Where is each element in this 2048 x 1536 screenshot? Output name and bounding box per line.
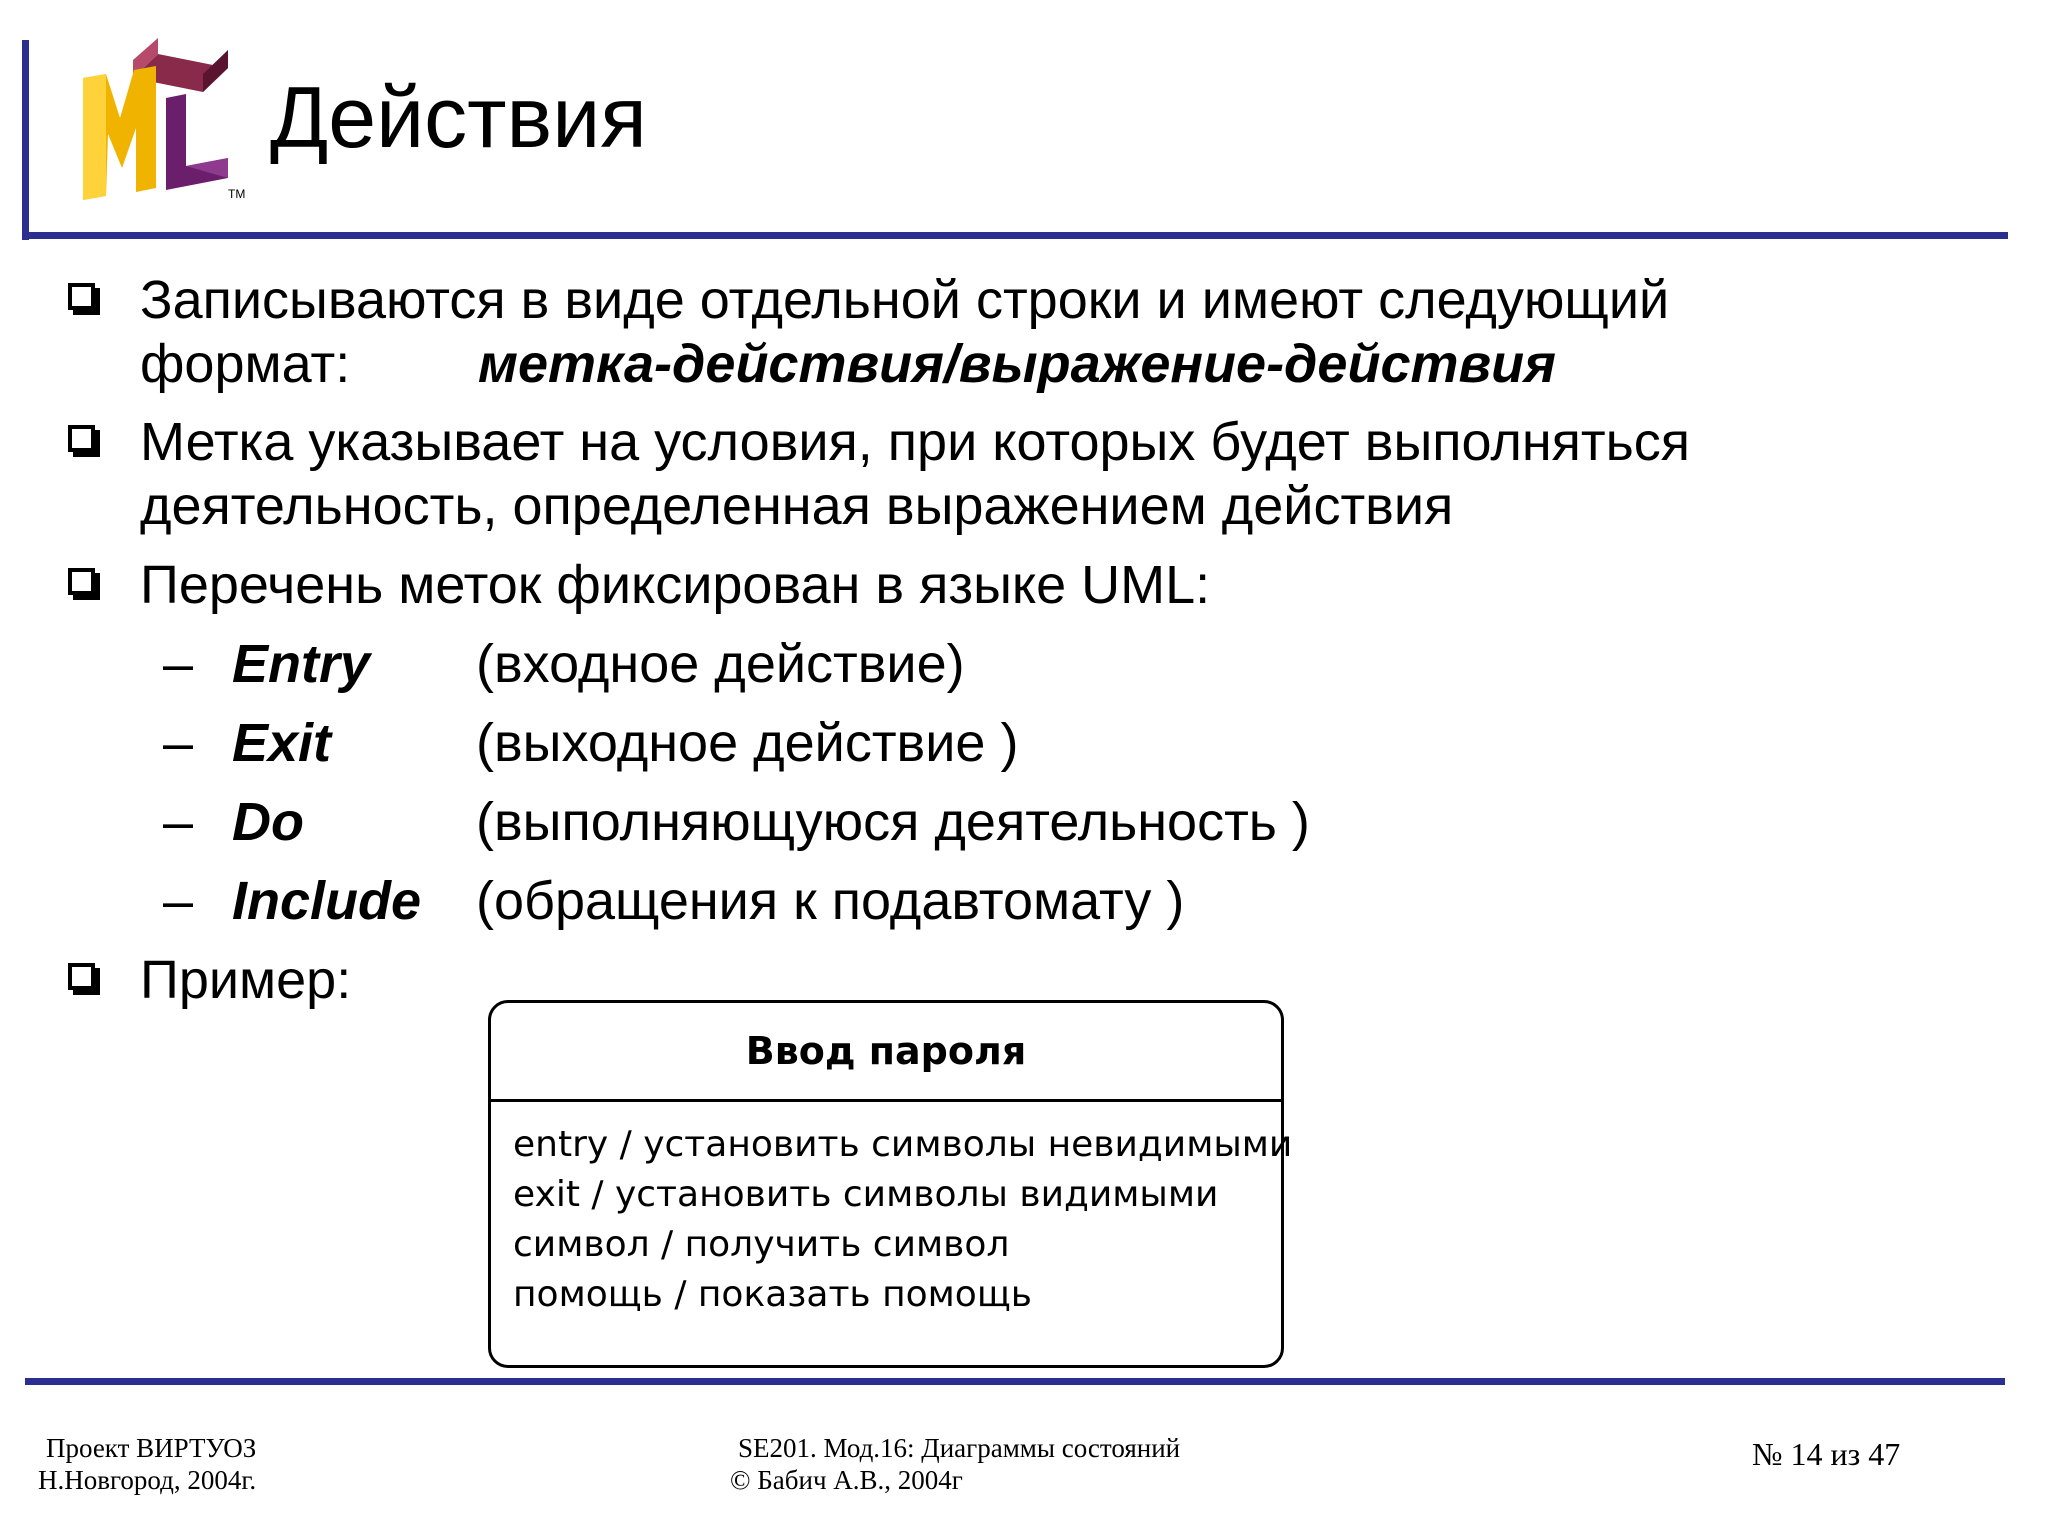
bullet-1-line-1: Записываются в виде отдельной строки и имеют следующий <box>140 270 1670 330</box>
state-name: Ввод пароля <box>491 1003 1281 1102</box>
state-action: exit / установить символы видимыми <box>513 1174 1219 1215</box>
bullet-checkbox-icon <box>68 568 95 595</box>
bullet-checkbox-icon <box>68 425 95 452</box>
state-action: символ / получить символ <box>513 1224 1010 1265</box>
footer-project: Проект ВИРТУОЗ <box>46 1433 257 1463</box>
footer-rule <box>25 1378 2005 1385</box>
bullet-2-line-2: деятельность, определенная выражением действия <box>140 476 1454 536</box>
sub-item-dash: – <box>163 871 194 931</box>
label-entry-desc: (входное действие) <box>476 634 965 694</box>
bullet-1-format-value: метка-действия/выражение-действия <box>478 334 1556 394</box>
bullet-1-format-label: формат: <box>140 334 351 394</box>
page-number: № 14 из 47 <box>1752 1436 1901 1472</box>
label-exit-desc: (выходное действие ) <box>476 713 1019 773</box>
page-title: Действия <box>270 70 647 166</box>
footer-location: Н.Новгород, 2004г. <box>38 1465 257 1495</box>
label-do: Do <box>232 792 304 852</box>
state-action: entry / установить символы невидимыми <box>513 1124 1293 1165</box>
footer-course: SE201. Мод.16: Диаграммы состояний <box>738 1433 1181 1463</box>
bullet-checkbox-icon <box>68 963 95 990</box>
bullet-checkbox-icon <box>68 283 95 310</box>
bullet-2-line-1: Метка указывает на условия, при которых будет выполняться <box>140 412 1691 472</box>
header-rule <box>22 232 2008 239</box>
sub-item-dash: – <box>163 792 194 852</box>
logo-tm-text: TM <box>228 187 246 201</box>
footer-copyright: © Бабич А.В., 2004г <box>730 1465 963 1495</box>
uml-logo <box>78 38 248 208</box>
label-exit: Exit <box>232 713 332 773</box>
bullet-4-line-1: Пример: <box>140 950 352 1010</box>
state-action: помощь / показать помощь <box>513 1274 1032 1315</box>
label-do-desc: (выполняющуюся деятельность ) <box>476 792 1310 852</box>
header-vertical-rule <box>22 40 29 240</box>
label-include-desc: (обращения к подавтомату ) <box>476 871 1185 931</box>
sub-item-dash: – <box>163 634 194 694</box>
sub-item-dash: – <box>163 713 194 773</box>
label-entry: Entry <box>232 634 371 694</box>
label-include: Include <box>232 871 422 931</box>
bullet-3-line-1: Перечень меток фиксирован в языке UML: <box>140 555 1211 615</box>
state-diagram <box>488 1000 1293 1368</box>
